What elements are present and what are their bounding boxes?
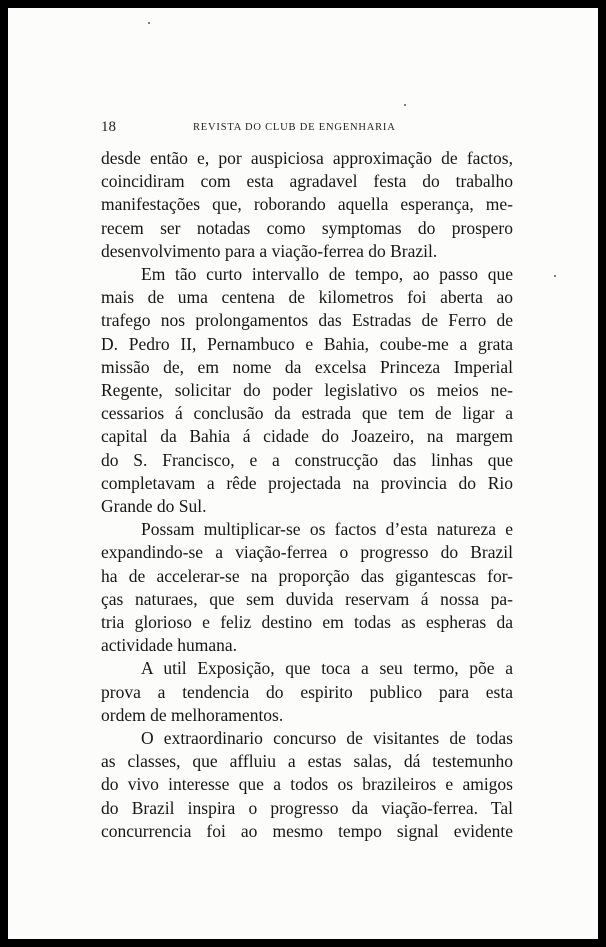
page-header bbox=[101, 119, 513, 141]
text-line: trafego nos prolongamentos das Estradas de Ferro de bbox=[101, 310, 513, 331]
text-line: desenvolvimento para a viação-ferrea do Brazil. bbox=[101, 240, 438, 261]
page-number: 18 bbox=[101, 119, 116, 135]
text-line: cessarios á conclusão da estrada que tem de ligar a bbox=[101, 403, 513, 424]
text-line: Em tão curto intervallo de tempo, ao passo que bbox=[141, 264, 513, 285]
paragraph bbox=[101, 657, 513, 727]
text-line: concurrencia foi ao mesmo tempo signal evidente bbox=[101, 820, 513, 841]
text-line: ha de accelerar-se na proporção das gigantescas for- bbox=[101, 565, 513, 586]
text-line: ças naturaes, que sem duvida reservam á nossa pa- bbox=[101, 588, 513, 609]
text-line: as classes, que affluiu a estas salas, dá testemunho bbox=[101, 751, 513, 772]
text-line: manifestações que, roborando aquella esperança, me- bbox=[101, 194, 513, 215]
text-line: A util Exposição, que toca a seu termo, põe a bbox=[141, 658, 513, 679]
paragraph bbox=[101, 263, 513, 518]
scanned-page bbox=[8, 8, 598, 939]
paragraph bbox=[101, 518, 513, 657]
text-line: prova a tendencia do espirito publico para esta bbox=[101, 681, 513, 702]
running-title: REVISTA DO CLUB DE ENGENHARIA bbox=[193, 122, 396, 133]
text-line: Possam multiplicar-se os factos d’esta natureza e bbox=[141, 519, 513, 540]
scan-speck bbox=[148, 22, 150, 24]
scan-speck bbox=[554, 275, 556, 277]
text-line: desde então e, por auspiciosa approximação de factos, bbox=[101, 148, 513, 168]
scan-speck bbox=[404, 104, 406, 106]
text-line: completavam a rêde projectada na provincia do Rio bbox=[101, 472, 513, 493]
text-line: do S. Francisco, e a construcção das linhas que bbox=[101, 449, 513, 470]
text-line: tria glorioso e feliz destino em todas as espheras da bbox=[101, 612, 513, 633]
paragraph bbox=[101, 147, 513, 263]
text-line: do Brazil inspira o progresso da viação-ferrea. Tal bbox=[101, 797, 513, 818]
text-line: expandindo-se a viação-ferrea o progresso do Brazil bbox=[101, 542, 513, 563]
text-line: O extraordinario concurso de visitantes de todas bbox=[141, 728, 513, 749]
text-line: ordem de melhoramentos. bbox=[101, 704, 284, 725]
text-line: coincidiram com esta agradavel festa do trabalho bbox=[101, 171, 513, 192]
text-line: actividade humana. bbox=[101, 635, 238, 656]
body-text bbox=[101, 147, 513, 843]
text-line: do vivo interesse que a todos os brazileiros e amigos bbox=[101, 774, 513, 795]
text-line: mais de uma centena de kilometros foi aberta ao bbox=[101, 287, 513, 308]
text-line: recem ser notadas como symptomas do prospero bbox=[101, 217, 513, 238]
text-line: D. Pedro II, Pernambuco e Bahia, coube-me a grata bbox=[101, 333, 513, 354]
text-line: capital da Bahia á cidade do Joazeiro, na margem bbox=[101, 426, 513, 447]
paragraph bbox=[101, 727, 513, 843]
text-line: missão de, em nome da excelsa Princeza Imperial bbox=[101, 356, 513, 377]
text-line: Grande do Sul. bbox=[101, 496, 207, 517]
text-line: Regente, solicitar do poder legislativo os meios ne- bbox=[101, 380, 513, 401]
